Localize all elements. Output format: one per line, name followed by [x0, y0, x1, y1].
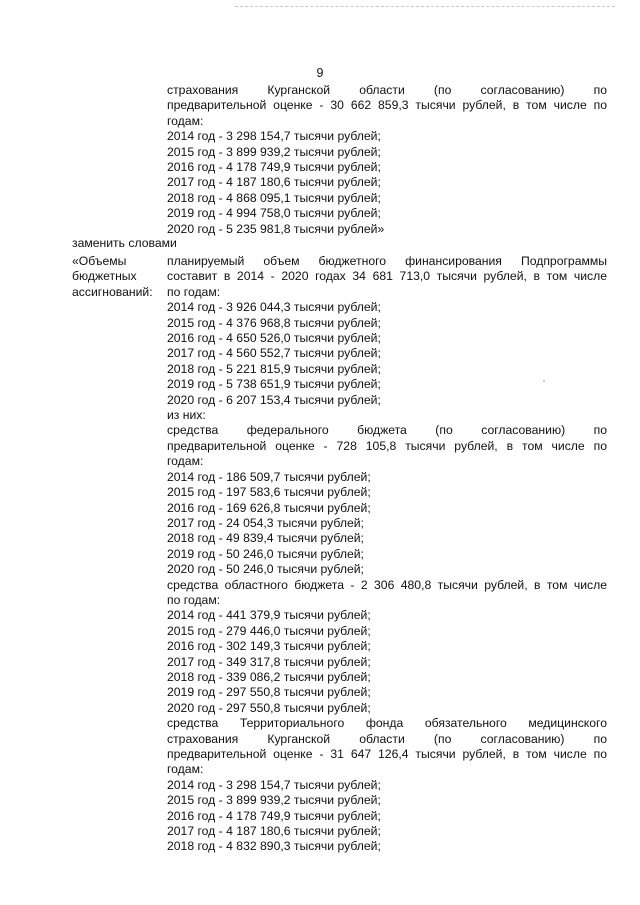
year-line: 2017 год - 4 560 552,7 тысячи рублей; [167, 346, 381, 361]
text-line: средства Территориального фонда обязательного медицинского [167, 716, 607, 731]
year-line: 2015 год - 197 583,6 тысячи рублей; [167, 485, 371, 500]
top-text-block [167, 83, 607, 237]
main-text-block [167, 254, 607, 855]
text-line: по годам: [167, 284, 221, 299]
text-line: годам: [167, 762, 204, 777]
year-line: 2016 год - 169 626,8 тысячи рублей; [167, 500, 371, 515]
text-line: из них: [167, 408, 206, 423]
text-line: предварительной оценке - 31 647 126,4 тысячи рублей, в том числе по [167, 747, 607, 761]
year-line: 2019 год - 297 550,8 тысячи рублей; [167, 685, 371, 700]
year-line: 2014 год - 3 298 154,7 тысячи рублей; [167, 129, 381, 144]
year-line: 2014 год - 441 379,9 тысячи рублей; [167, 608, 371, 623]
text-line: средства федерального бюджета (по согласованию) по [167, 423, 607, 438]
text-line: годам: [167, 454, 204, 469]
year-line: 2016 год - 4 178 749,9 тысячи рублей; [167, 160, 381, 175]
text-line: предварительной оценке - 728 105,8 тысячи рублей, в том числе по [167, 438, 607, 453]
scan-speck [543, 380, 545, 382]
year-line: 2016 год - 4 178 749,9 тысячи рублей; [167, 808, 381, 823]
year-line: 2017 год - 4 187 180,6 тысячи рублей; [167, 824, 381, 839]
year-line: 2015 год - 3 899 939,2 тысячи рублей; [167, 793, 381, 808]
year-line: 2018 год - 339 086,2 тысячи рублей; [167, 669, 371, 684]
text-line: по годам: [167, 592, 221, 607]
year-line: 2017 год - 349 317,8 тысячи рублей; [167, 654, 371, 669]
year-line: 2018 год - 4 868 095,1 тысячи рублей; [167, 190, 381, 205]
year-line: 2016 год - 302 149,3 тысячи рублей; [167, 639, 371, 654]
year-line: 2015 год - 4 376 968,8 тысячи рублей; [167, 315, 381, 330]
year-line: 2018 год - 49 839,4 тысячи рублей; [167, 531, 364, 546]
year-line: 2019 год - 5 738 651,9 тысячи рублей; [167, 377, 381, 392]
year-line: 2017 год - 24 054,3 тысячи рублей; [167, 515, 364, 530]
page-number: 9 [316, 66, 324, 80]
year-line: 2019 год - 4 994 758,0 тысячи рублей; [167, 206, 381, 221]
text-line: страхования Курганской области (по согласованию) по [167, 83, 607, 97]
label-line: «Объемы [72, 254, 127, 268]
year-line: 2017 год - 4 187 180,6 тысячи рублей; [167, 175, 381, 190]
text-line: годам: [167, 113, 204, 128]
text-line: страхования Курганской области (по согласованию) по [167, 731, 607, 746]
year-line: 2019 год - 50 246,0 тысячи рублей; [167, 546, 364, 561]
year-line: 2014 год - 186 509,7 тысячи рублей; [167, 469, 371, 484]
year-line: 2014 год - 3 926 044,3 тысячи рублей; [167, 300, 381, 315]
year-line: 2020 год - 5 235 981,8 тысячи рублей» [167, 221, 385, 236]
year-line: 2020 год - 297 550,8 тысячи рублей; [167, 700, 371, 715]
year-line: 2018 год - 4 832 890,3 тысячи рублей; [167, 839, 381, 854]
text-line: составит в 2014 - 2020 годах 34 681 713,0 тысячи рублей, в том числе [167, 269, 607, 284]
label-line: ассигнований: [72, 284, 153, 299]
year-line: 2015 год - 3 899 939,2 тысячи рублей; [167, 144, 381, 159]
text-line: предварительной оценке - 30 662 859,3 тысячи рублей, в том числе по [167, 98, 607, 113]
year-line: 2016 год - 4 650 526,0 тысячи рублей; [167, 331, 381, 346]
text-line: средства областного бюджета - 2 306 480,8 тысячи рублей, в том числе [167, 577, 607, 592]
section-label [72, 254, 164, 300]
year-line: 2020 год - 50 246,0 тысячи рублей; [167, 562, 364, 577]
text-line: планируемый объем бюджетного финансирования Подпрограммы [167, 254, 607, 268]
year-line: 2015 год - 279 446,0 тысячи рублей; [167, 623, 371, 638]
year-line: 2014 год - 3 298 154,7 тысячи рублей; [167, 777, 381, 792]
label-line: бюджетных [72, 269, 137, 284]
year-line: 2020 год - 6 207 153,4 тысячи рублей; [167, 392, 381, 407]
scan-artifact-line [235, 6, 615, 8]
year-line: 2018 год - 5 221 815,9 тысячи рублей; [167, 361, 381, 376]
replace-instruction: заменить словами [72, 236, 177, 250]
